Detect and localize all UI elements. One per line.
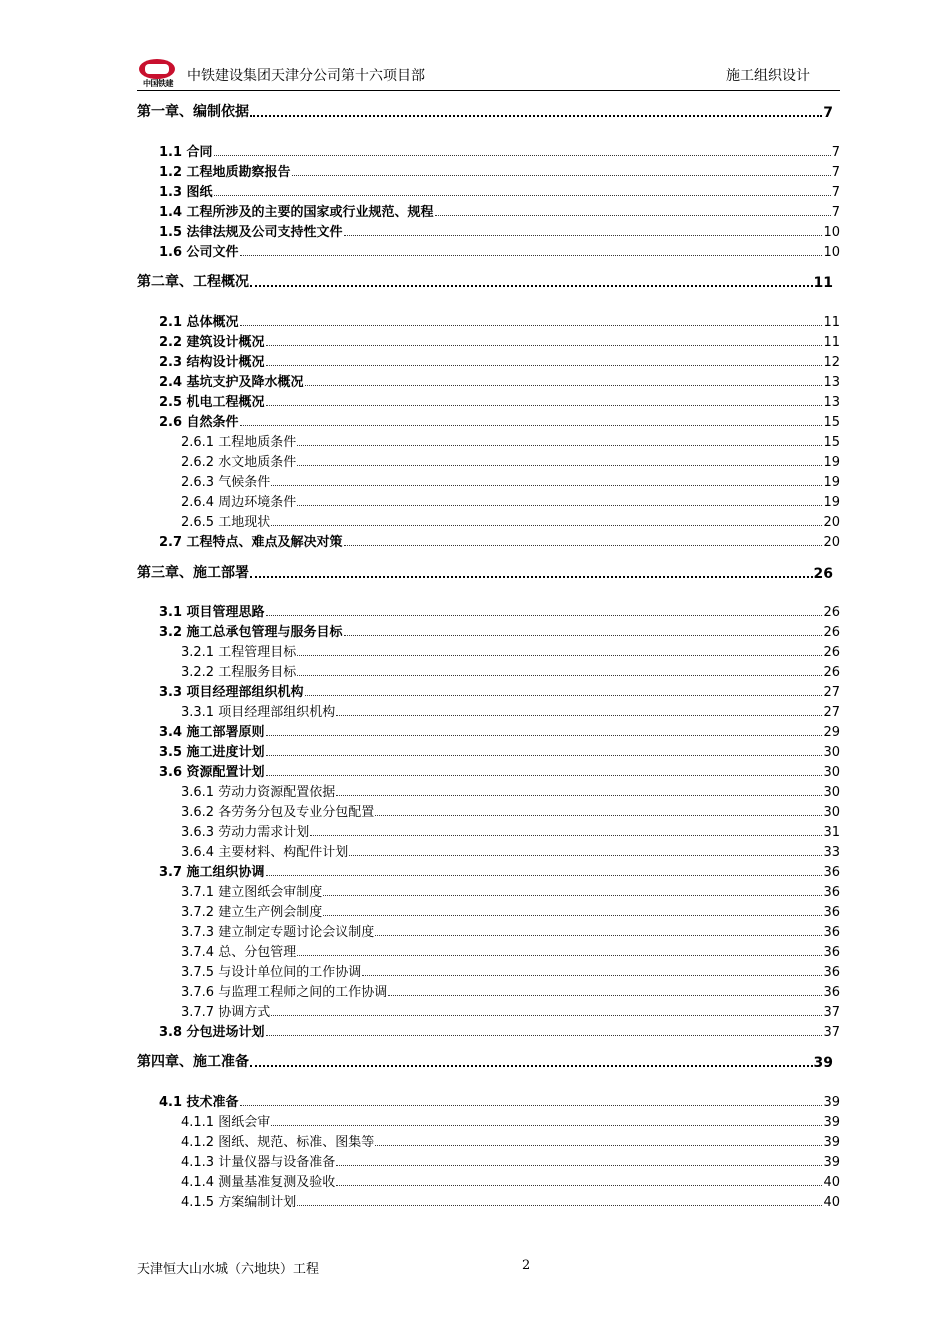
- toc-item-3-4[interactable]: 3.4 施工部署原则 29: [159, 725, 840, 740]
- toc-item-3-3[interactable]: 3.3 项目经理部组织机构 27: [159, 685, 840, 700]
- toc-item-3-2-2[interactable]: 3.2.2 工程服务目标 26: [181, 665, 840, 680]
- page-header: [137, 58, 840, 91]
- toc-item-1-4[interactable]: 1.4 工程所涉及的主要的国家或行业规范、规程 7: [159, 205, 840, 220]
- toc-chapter-1[interactable]: 第一章、编制依据 7: [137, 104, 833, 121]
- toc-item-4-1-4[interactable]: 4.1.4 测量基准复测及验收 40: [181, 1175, 840, 1190]
- toc-item-1-6[interactable]: 1.6 公司文件 10: [159, 245, 840, 260]
- toc-item-2-6-3[interactable]: 2.6.3 气候条件 19: [181, 475, 840, 490]
- toc-item-2-7[interactable]: 2.7 工程特点、难点及解决对策 20: [159, 535, 840, 550]
- toc-item-2-6-4[interactable]: 2.6.4 周边环境条件 19: [181, 495, 840, 510]
- toc-item-1-5[interactable]: 1.5 法律法规及公司支持性文件 10: [159, 225, 840, 240]
- toc-item-1-3[interactable]: 1.3 图纸 7: [159, 185, 840, 200]
- toc-item-2-6-2[interactable]: 2.6.2 水文地质条件 19: [181, 455, 840, 470]
- header-company: 中铁建设集团天津分公司第十六项目部: [187, 68, 425, 84]
- toc-chapter-4[interactable]: 第四章、施工准备 39: [137, 1054, 833, 1071]
- toc-item-4-1-1[interactable]: 4.1.1 图纸会审 39: [181, 1115, 840, 1130]
- toc-item-1-2[interactable]: 1.2 工程地质勘察报告 7: [159, 165, 840, 180]
- toc-item-2-6-1[interactable]: 2.6.1 工程地质条件 15: [181, 435, 840, 450]
- toc-chapter-3[interactable]: 第三章、施工部署 26: [137, 565, 833, 582]
- toc-item-3-2[interactable]: 3.2 施工总承包管理与服务目标 26: [159, 625, 840, 640]
- toc-item-3-7-3[interactable]: 3.7.3 建立制定专题讨论会议制度 36: [181, 925, 840, 940]
- toc-item-4-1-2[interactable]: 4.1.2 图纸、规范、标准、图集等 39: [181, 1135, 840, 1150]
- crcc-logo-icon: [139, 59, 177, 91]
- toc-chapter-2[interactable]: 第二章、工程概况 11: [137, 274, 833, 291]
- toc-item-3-2-1[interactable]: 3.2.1 工程管理目标 26: [181, 645, 840, 660]
- toc-item-2-3[interactable]: 2.3 结构设计概况 12: [159, 355, 840, 370]
- footer-project-name: 天津恒大山水城（六地块）工程: [137, 1262, 320, 1277]
- toc-item-2-5[interactable]: 2.5 机电工程概况 13: [159, 395, 840, 410]
- footer-page-number: 2: [522, 1258, 531, 1273]
- toc-item-3-6-1[interactable]: 3.6.1 劳动力资源配置依据 30: [181, 785, 840, 800]
- toc-item-4-1-5[interactable]: 4.1.5 方案编制计划 40: [181, 1195, 840, 1210]
- logo-oval: [139, 59, 175, 79]
- toc-item-4-1-3[interactable]: 4.1.3 计量仪器与设备准备 39: [181, 1155, 840, 1170]
- toc-item-3-7-7[interactable]: 3.7.7 协调方式 37: [181, 1005, 840, 1020]
- toc-item-2-6-5[interactable]: 2.6.5 工地现状 20: [181, 515, 840, 530]
- toc-item-3-6-2[interactable]: 3.6.2 各劳务分包及专业分包配置 30: [181, 805, 840, 820]
- toc-item-3-3-1[interactable]: 3.3.1 项目经理部组织机构 27: [181, 705, 840, 720]
- toc-item-3-7-1[interactable]: 3.7.1 建立图纸会审制度 36: [181, 885, 840, 900]
- toc-item-2-4[interactable]: 2.4 基坑支护及降水概况 13: [159, 375, 840, 390]
- toc-item-3-6-4[interactable]: 3.6.4 主要材料、构配件计划 33: [181, 845, 840, 860]
- toc-item-4-1[interactable]: 4.1 技术准备 39: [159, 1095, 840, 1110]
- toc-item-2-6[interactable]: 2.6 自然条件 15: [159, 415, 840, 430]
- toc-item-2-1[interactable]: 2.1 总体概况 11: [159, 315, 840, 330]
- toc-item-2-2[interactable]: 2.2 建筑设计概况 11: [159, 335, 840, 350]
- toc-item-3-7-6[interactable]: 3.7.6 与监理工程师之间的工作协调 36: [181, 985, 840, 1000]
- toc-item-3-1[interactable]: 3.1 项目管理思路 26: [159, 605, 840, 620]
- toc-item-3-7-5[interactable]: 3.7.5 与设计单位间的工作协调 36: [181, 965, 840, 980]
- header-doc-title: 施工组织设计: [726, 68, 810, 84]
- toc-item-3-7[interactable]: 3.7 施工组织协调 36: [159, 865, 840, 880]
- toc-item-3-6[interactable]: 3.6 资源配置计划 30: [159, 765, 840, 780]
- toc-item-3-6-3[interactable]: 3.6.3 劳动力需求计划 31: [181, 825, 840, 840]
- toc-item-3-7-4[interactable]: 3.7.4 总、分包管理 36: [181, 945, 840, 960]
- logo-text: 中国铁建: [143, 79, 173, 88]
- toc-item-3-8[interactable]: 3.8 分包进场计划 37: [159, 1025, 840, 1040]
- toc-item-1-1[interactable]: 1.1 合同 7: [159, 145, 840, 160]
- toc-item-3-7-2[interactable]: 3.7.2 建立生产例会制度 36: [181, 905, 840, 920]
- toc-item-3-5[interactable]: 3.5 施工进度计划 30: [159, 745, 840, 760]
